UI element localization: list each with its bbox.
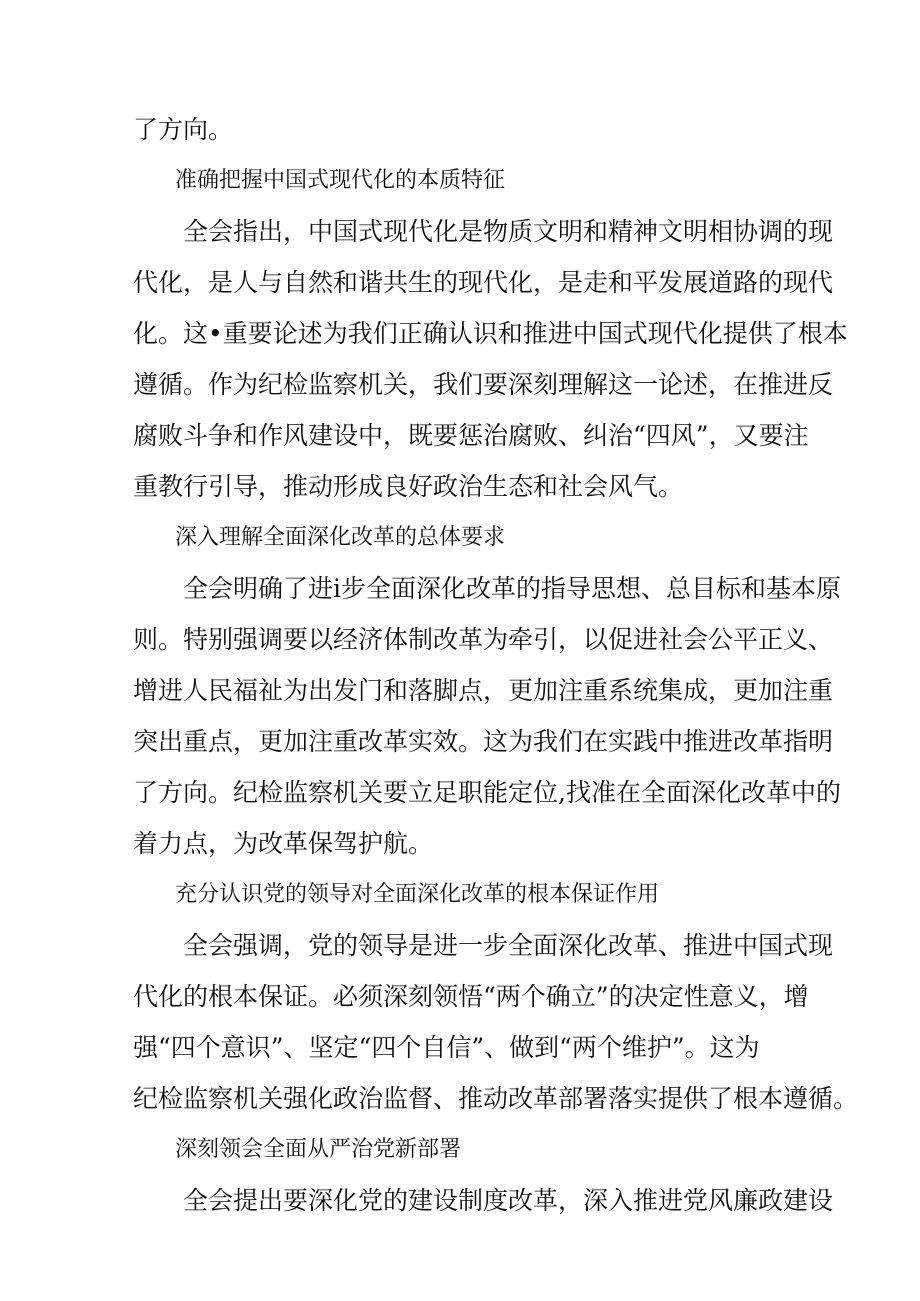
section-heading: 深刻领会全面从严治党新部署 (175, 1137, 462, 1162)
paragraph-line: 全会指出，中国式现代化是物质文明和精神文明相协调的现 (183, 217, 834, 246)
paragraph-line: 强“四个意识”、坚定“四个自信”、做到“两个维护”。这为 (133, 1033, 760, 1062)
paragraph-line: 重教行引导，推动形成良好政治生态和社会风气。 (133, 472, 684, 501)
paragraph-line: 全会提出要深化党的建设制度改革，深入推进党风廉政建设 (183, 1186, 834, 1215)
paragraph-line: 了方向。纪检监察机关要立足职能定位,找准在全面深化改革中的 (133, 778, 841, 807)
paragraph-line: 全会强调，党的领导是进一步全面深化改革、推进中国式现 (183, 931, 834, 960)
document-body (133, 104, 859, 1226)
paragraph-line: 突出重点，更加注重改革实效。这为我们在实践中推进改革指明 (133, 727, 834, 756)
paragraph-line: 纪检监察机关强化政治监督、推动改革部署落实提供了根本遵循。 (133, 1084, 859, 1113)
paragraph-line: 则。特别强调要以经济体制改革为牵引，以促进社会公平正义、 (133, 625, 834, 654)
paragraph-line: 全会明确了进i步全面深化改革的指导思想、总目标和基本原 (183, 574, 841, 603)
paragraph-line: 化。这•重要论述为我们正确认识和推进中国式现代化提供了根本 (133, 319, 848, 348)
paragraph-line: 腐败斗争和作风建设中，既要惩治腐败、纠治“四风”，又要注 (133, 421, 809, 450)
section-heading: 准确把握中国式现代化的本质特征 (175, 168, 506, 193)
paragraph-line: 代化，是人与自然和谐共生的现代化，是走和平发展道路的现代 (133, 268, 834, 297)
paragraph-line: 增进人民福祉为出发门和落脚点，更加注重系统集成，更加注重 (133, 676, 834, 705)
paragraph-line: 了方向。 (133, 115, 234, 144)
paragraph-line: 着力点，为改革保驾护航。 (133, 829, 434, 858)
paragraph-line: 代化的根本保证。必须深刻领悟“两个确立”的决定性意义，增 (133, 982, 809, 1011)
paragraph-line: 遵循。作为纪检监察机关，我们要深刻理解这一论述，在推进反 (133, 370, 834, 399)
section-heading: 充分认识党的领导对全面深化改革的根本保证作用 (175, 882, 660, 907)
section-heading: 深入理解全面深化改革的总体要求 (175, 525, 506, 550)
